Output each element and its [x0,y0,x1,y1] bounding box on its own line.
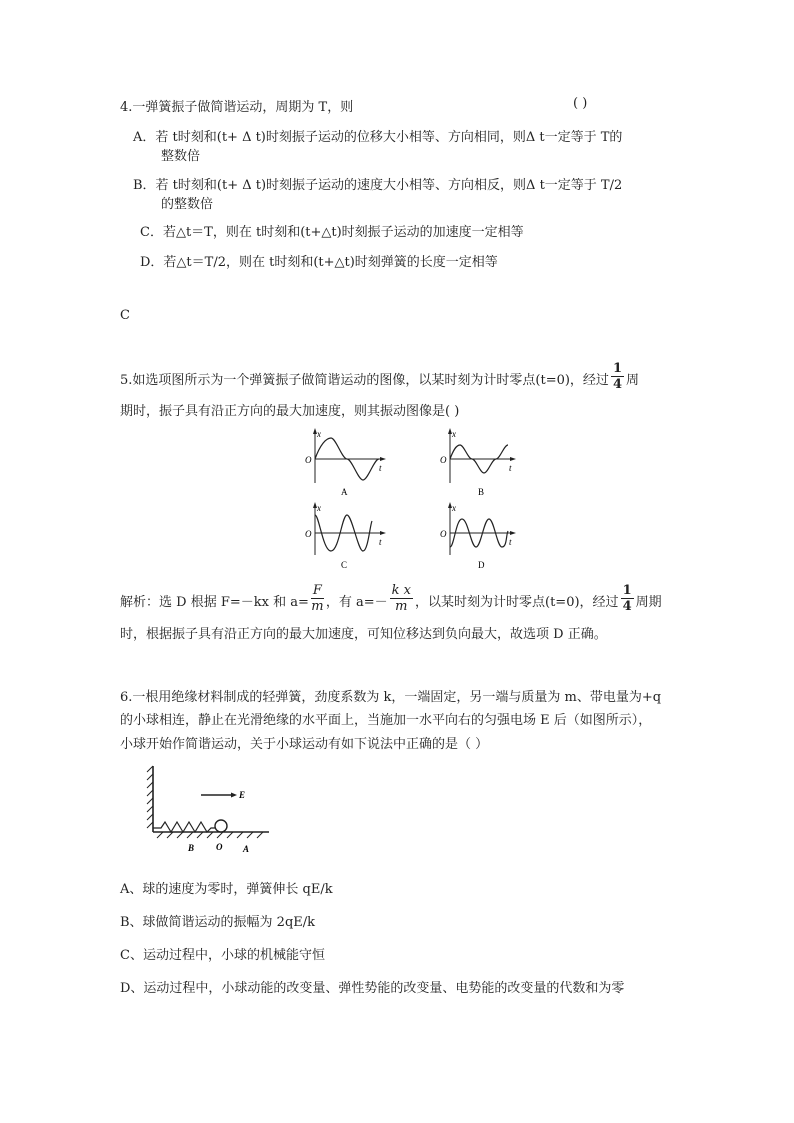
q5-solution-frac-kx-num: k x [391,583,412,598]
q5-solution-frac-f-den: m [311,599,324,614]
graph-b-origin: O [440,455,447,465]
graph-d-xlabel: t [509,537,512,547]
q4-option-d: D．若△t＝T/2，则在 t时刻和(t+△t)时刻弹簧的长度一定相等 [140,255,498,270]
q5-stem-line2: 期时，振子具有沿正方向的最大加速度，则其振动图像是( ) [120,404,460,419]
graph-d-ylabel: x [452,503,456,513]
q4-answer-blank: ( ) [573,96,588,111]
graph-d-origin: O [440,529,447,539]
graph-c-origin: O [305,529,312,539]
q6-stem-line1: 6.一根用绝缘材料制成的轻弹簧，劲度系数为 k，一端固定，另一端与质量为 m、带电量为+q [120,690,662,705]
q5-fraction [611,362,624,391]
q6-option-a: A、球的速度为零时，弹簧伸长 qE/k [120,882,333,897]
q5-solution-frac-kx [390,584,413,613]
q6-stem-line2: 的小球相连，静止在光滑绝缘的水平面上，当施加一水平向右的匀强电场 E 后（如图所示）， [120,713,652,728]
q6-figure-o-label: O [216,842,223,852]
q5-solution-line1 [120,583,662,617]
q5-solution-frac-f [311,584,324,613]
graph-c-xlabel: t [379,537,382,547]
q6-figure-e-label: E [239,790,246,800]
graph-b-label: B [478,487,485,497]
q5-solution-text-1: 解析：选 D 根据 F=－kx 和 a= [120,595,309,610]
graph-b [440,428,516,497]
q5-stem-text: 5.如选项图所示为一个弹簧振子做简谐运动的图像，以某时刻为计时零点(t=0)，经过 [120,373,609,388]
graph-c [305,502,386,570]
q4-option-a-cont: 整数倍 [161,149,201,164]
graph-a-origin: O [305,455,312,465]
q4-option-b: B．若 t时刻和(t+ Δ t)时刻振子运动的速度大小相等、方向相反，则Δ t一定等于 T/2 [133,178,623,193]
q5-stem-line1 [120,361,639,395]
graph-b-xlabel: t [509,463,512,473]
graph-c-ylabel: x [317,503,321,513]
q4-option-b-cont: 的整数倍 [161,197,214,212]
q5-solution-text-3: ，以某时刻为计时零点(t=0)，经过 [415,595,619,610]
q5-solution-text-4: 周期 [635,595,662,610]
q4-option-a: A．若 t时刻和(t+ Δ t)时刻振子运动的位移大小相等、方向相同，则Δ t一定等于 T的 [133,130,623,145]
q5-solution-frac-quarter [621,584,634,613]
q5-stem-text-2: 周 [625,373,639,388]
graph-a-ylabel: x [317,429,321,439]
graph-a [305,428,386,497]
q5-solution-frac-kx-den: m [395,599,408,614]
q6-spring-figure [145,762,275,857]
graph-d-label: D [478,560,485,570]
q5-solution-text-2: ，有 a=－ [325,595,388,610]
graph-a-xlabel: t [379,463,382,473]
q5-solution-frac-f-num: F [312,583,322,598]
q6-stem-line3: 小球开始作简谐运动，关于小球运动有如下说法中正确的是（ ） [120,737,489,752]
q5-fraction-den: 4 [612,377,622,392]
q5-solution-frac-quarter-num: 1 [622,583,632,598]
q5-solution-line2: 时，根据振子具有沿正方向的最大加速度，可知位移达到负向最大，故选项 D 正确。 [120,627,607,642]
q5-solution-frac-quarter-den: 4 [622,599,632,614]
graph-d [440,502,516,570]
graph-b-ylabel: x [452,429,456,439]
q4-stem: 4.一弹簧振子做简谐运动，周期为 T，则 [120,100,354,115]
q6-figure-b-label: B [188,843,195,853]
q6-option-b: B、球做简谐运动的振幅为 2qE/k [120,915,316,930]
graph-a-label: A [341,487,348,497]
graph-c-label: C [341,560,348,570]
q6-option-d: D、运动过程中，小球动能的改变量、弹性势能的改变量、电势能的改变量的代数和为零 [120,981,625,996]
q6-figure-a-label: A [243,844,250,854]
q5-fraction-num: 1 [612,361,622,376]
q4-option-c: C．若△t＝T，则在 t时刻和(t+△t)时刻振子运动的加速度一定相等 [140,225,524,240]
q4-answer: C [120,308,130,323]
q5-graphs [290,425,530,575]
q6-option-c: C、运动过程中，小球的机械能守恒 [120,948,325,963]
